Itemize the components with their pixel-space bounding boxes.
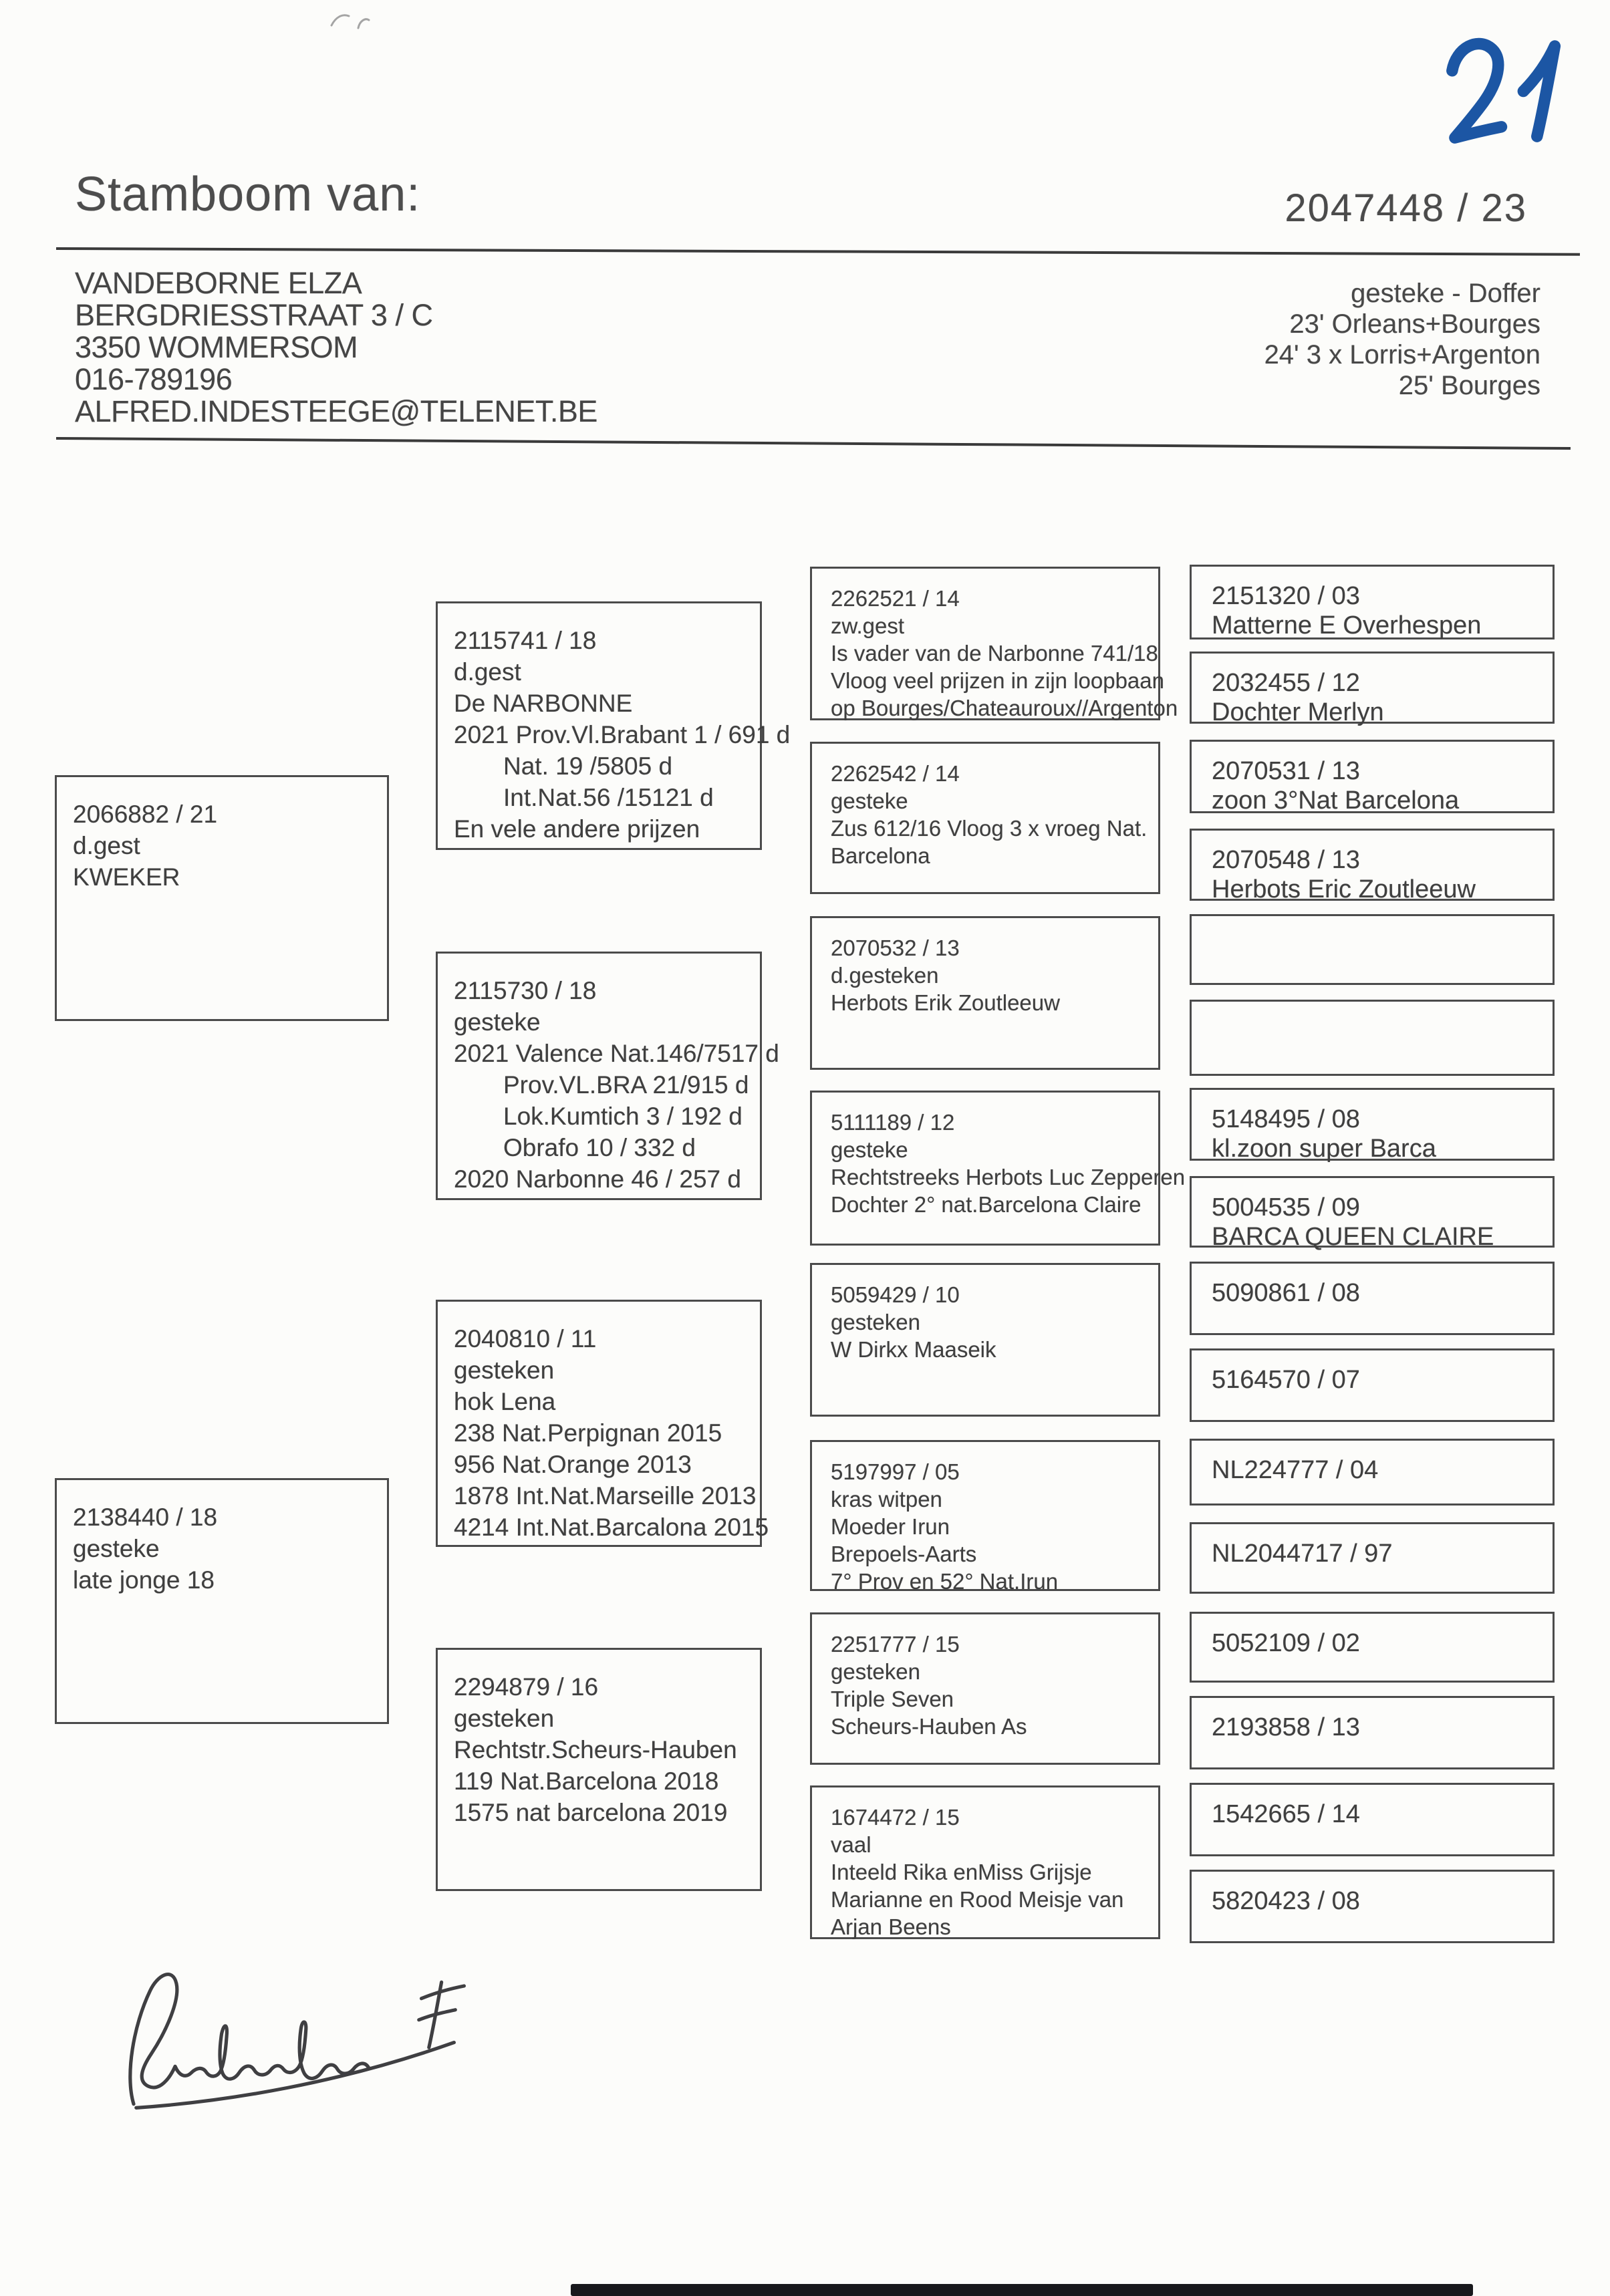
pedigree-line: De NARBONNE [454,690,633,717]
box-2151320-03 [1190,565,1555,639]
box-2251777-15 [810,1612,1160,1765]
bird-notes-block [1264,278,1540,401]
pedigree-line: Brepoels-Aarts [831,1542,977,1566]
box-2066882-21 [55,775,389,1021]
ring-number: 2262521 / 14 [831,586,960,611]
pedigree-line: W Dirkx Maaseik [831,1337,996,1362]
pedigree-line: 7° Prov en 52° Nat.Irun [831,1569,1059,1594]
ring-number: 1674472 / 15 [831,1805,960,1830]
pedigree-line: Herbots Erik Zoutleeuw [831,990,1060,1015]
pedigree-line: gesteken [454,1705,555,1732]
pedigree-line: Matterne E Overhespen [1212,611,1482,639]
pedigree-line: Prov.VL.BRA 21/915 d [503,1071,749,1099]
pedigree-line: gesteke [831,1137,908,1162]
ring-number: 5052109 / 02 [1212,1629,1360,1657]
pedigree-line: vaal [831,1832,871,1857]
bird-note: 24' 3 x Lorris+Argenton [1264,340,1540,370]
ring-number: 2032455 / 12 [1212,669,1360,697]
box-nl2044717-97 [1190,1522,1555,1594]
pedigree-line: Inteeld Rika enMiss Grijsje [831,1860,1092,1884]
pedigree-line: gesteken [831,1659,920,1684]
scan-artifact-bottom-bar [571,2284,1473,2296]
ring-number: 2040810 / 11 [454,1325,597,1352]
pedigree-line: Dochter 2° nat.Barcelona Claire [831,1192,1142,1217]
pedigree-line: 119 Nat.Barcelona 2018 [454,1767,719,1795]
pedigree-line: d.gest [73,832,140,859]
ring-number: 2138440 / 18 [73,1503,218,1531]
owner-street: BERGDRIESSTRAAT 3 / C [75,298,433,332]
owner-address-block [75,267,597,428]
box-2070532-13 [810,916,1160,1070]
pedigree-line: Lok.Kumtich 3 / 192 d [503,1103,743,1130]
ring-number: 2070548 / 13 [1212,846,1360,874]
ring-number: 2193858 / 13 [1212,1713,1360,1741]
ring-number: 5164570 / 07 [1212,1366,1360,1394]
pedigree-line: gesteke [831,788,908,813]
pedigree-line: KWEKER [73,863,180,891]
bird-note: 25' Bourges [1398,371,1540,400]
box-5059429-10 [810,1263,1160,1417]
pedigree-line: d.gest [454,658,521,686]
pedigree-line: Arjan Beens [831,1914,951,1939]
box-5148495-08 [1190,1088,1555,1161]
box-2115730-18 [436,952,779,1200]
box-2040810-11 [436,1300,769,1547]
ring-number: 2115741 / 18 [454,627,597,654]
handwritten-page-number [1429,28,1573,152]
pedigree-line: 2021 Valence Nat.146/7517 d [454,1040,779,1067]
bird-ring-number: 2047448 / 23 [1285,186,1527,230]
box-nl224777-04 [1190,1439,1555,1505]
pedigree-line: 956 Nat.Orange 2013 [454,1451,692,1478]
pedigree-line: Int.Nat.56 /15121 d [503,784,714,811]
pedigree-line: Triple Seven [831,1687,954,1711]
pedigree-line: Vloog veel prijzen in zijn loopbaan [831,668,1164,693]
ring-number: 5111189 / 12 [831,1110,955,1135]
owner-city: 3350 WOMMERSOM [75,330,358,364]
ring-number: 5059429 / 10 [831,1282,960,1307]
ring-number: 5148495 / 08 [1212,1105,1360,1133]
box-2115741-18 [436,601,791,850]
box-2262521-14 [810,567,1178,720]
ring-number: 2262542 / 14 [831,761,960,786]
owner-email: ALFRED.INDESTEEGE@TELENET.BE [75,394,597,428]
pedigree-line: 1575 nat barcelona 2019 [454,1799,728,1826]
pen-marks [329,11,376,35]
pedigree-line: Rechtstreeks Herbots Luc Zepperen [831,1165,1186,1189]
pedigree-line: Obrafo 10 / 332 d [503,1134,696,1161]
pedigree-line: 2020 Narbonne 46 / 257 d [454,1165,741,1193]
ring-number: 2070532 / 13 [831,936,960,960]
pedigree-line: Herbots Eric Zoutleeuw [1212,875,1476,903]
box-5164570-07 [1190,1348,1555,1422]
box-2138440-18 [55,1478,389,1724]
box-5052109-02 [1190,1612,1555,1683]
box-2262542-14 [810,742,1160,894]
box-1674472-15 [810,1785,1160,1939]
pedigree-line: kl.zoon super Barca [1212,1135,1436,1163]
owner-signature [114,1955,468,2112]
box-1542665-14 [1190,1783,1555,1856]
box-2070548-13 [1190,829,1555,901]
pedigree-line: gesteken [454,1356,555,1384]
header-divider-line [56,247,1580,256]
ring-number: 5090861 / 08 [1212,1279,1360,1307]
pedigree-line: late jonge 18 [73,1566,215,1594]
pedigree-line: zw.gest [831,613,905,638]
pedigree-line: op Bourges/Chateauroux//Argenton [831,696,1178,720]
pedigree-line: Zus 612/16 Vloog 3 x vroeg Nat. [831,816,1148,841]
pedigree-line: Scheurs-Hauben As [831,1714,1027,1739]
pedigree-line: kras witpen [831,1487,942,1512]
box-2032455-12 [1190,652,1555,724]
ring-number: NL2044717 / 97 [1212,1540,1393,1568]
pedigree-line: Marianne en Rood Meisje van [831,1887,1124,1912]
ring-number: 5820423 / 08 [1212,1887,1360,1915]
ring-number: 2251777 / 15 [831,1632,960,1657]
pedigree-line: Is vader van de Narbonne 741/18 [831,641,1158,666]
box-5111189-12 [810,1091,1186,1246]
box-empty-1 [1190,914,1555,985]
pedigree-line: 1878 Int.Nat.Marseille 2013 [454,1482,757,1510]
ring-number: NL224777 / 04 [1212,1456,1379,1484]
pedigree-line: BARCA QUEEN CLAIRE [1212,1223,1494,1251]
pedigree-line: Rechtstr.Scheurs-Hauben [454,1736,737,1763]
header-bottom-divider-line [56,437,1571,450]
ring-number: 2066882 / 21 [73,801,218,828]
pedigree-line: gesteken [831,1310,920,1334]
page-title: Stamboom van: [75,168,421,221]
pedigree-line: 2021 Prov.Vl.Brabant 1 / 691 d [454,721,791,748]
box-empty-2 [1190,1000,1555,1076]
box-5197997-05 [810,1440,1160,1594]
bird-note: 23' Orleans+Bourges [1289,309,1540,339]
pedigree-line: 4214 Int.Nat.Barcalona 2015 [454,1514,769,1541]
pedigree-line: Barcelona [831,843,930,868]
box-2294879-16 [436,1648,762,1891]
owner-name: VANDEBORNE ELZA [75,266,362,300]
box-5090861-08 [1190,1262,1555,1335]
box-2193858-13 [1190,1696,1555,1769]
pedigree-line: Nat. 19 /5805 d [503,752,673,780]
box-5004535-09 [1190,1176,1555,1251]
box-2070531-13 [1190,740,1555,813]
ring-number: 5197997 / 05 [831,1459,960,1484]
pedigree-line: zoon 3°Nat Barcelona [1212,786,1460,815]
pedigree-line: 238 Nat.Perpignan 2015 [454,1419,722,1447]
ring-number: 2151320 / 03 [1212,582,1360,610]
pedigree-line: hok Lena [454,1388,556,1415]
ring-number: 2294879 / 16 [454,1673,599,1701]
box-5820423-08 [1190,1870,1555,1943]
bird-note: gesteke - Doffer [1351,279,1540,308]
owner-phone: 016-789196 [75,362,233,396]
pedigree-line: gesteke [454,1008,541,1036]
pedigree-line: d.gesteken [831,963,939,988]
pedigree-line: gesteke [73,1535,160,1562]
pedigree-line: Dochter Merlyn [1212,698,1384,726]
ring-number: 5004535 / 09 [1212,1193,1360,1222]
pedigree-line: En vele andere prijzen [454,815,700,843]
pedigree-line: Moeder Irun [831,1514,950,1539]
ring-number: 2115730 / 18 [454,977,597,1004]
ring-number: 2070531 / 13 [1212,757,1360,785]
ring-number: 1542665 / 14 [1212,1800,1360,1828]
